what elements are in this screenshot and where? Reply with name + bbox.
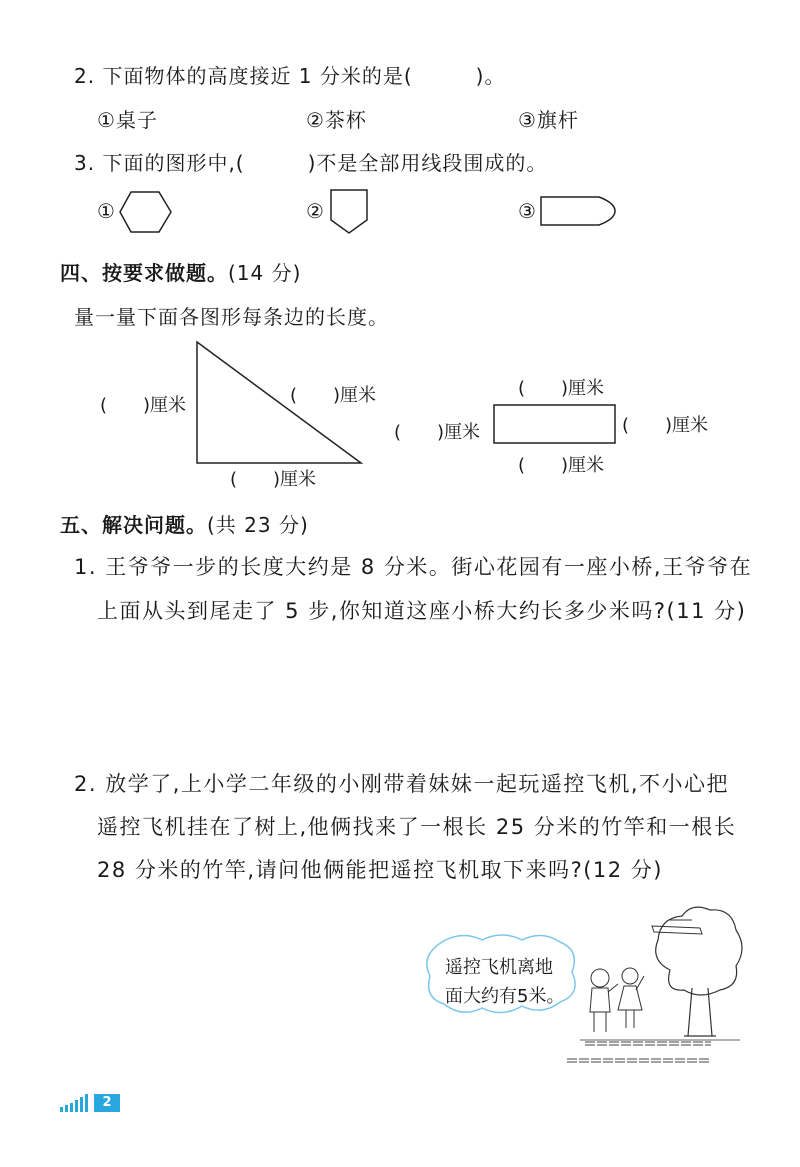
question-3-text: 3. 下面的图形中,( )不是全部用线段围成的。 bbox=[74, 151, 548, 175]
q2-option-2: ②茶杯 bbox=[306, 108, 367, 132]
rectangle-top-side-answer: ( )厘米 bbox=[518, 378, 605, 399]
page-number: 2 bbox=[94, 1094, 120, 1112]
hexagon-shape bbox=[118, 190, 174, 234]
q3-option-3-mark: ③ bbox=[518, 199, 536, 223]
problem-1-line-2: 上面从头到尾走了 5 步,你知道这座小桥大约长多少米吗?(11 分) bbox=[97, 599, 747, 623]
problem-1-line-1: 1. 王爷爷一步的长度大约是 8 分米。街心花园有一座小桥,王爷爷在 bbox=[74, 555, 753, 579]
q2-option-1: ①桌子 bbox=[97, 108, 158, 132]
rectangle-bottom-side-answer: ( )厘米 bbox=[518, 455, 605, 476]
triangle-hypotenuse-answer: ( )厘米 bbox=[290, 385, 377, 406]
q3-option-1-mark: ① bbox=[97, 199, 115, 223]
rectangle-right-side-answer: ( )厘米 bbox=[622, 415, 709, 436]
section-5-heading bbox=[60, 509, 309, 538]
bubble-line-2: 面大约有5米。 bbox=[445, 986, 565, 1007]
section-4-heading bbox=[60, 257, 301, 286]
section-5-points: (共 23 分) bbox=[207, 513, 309, 537]
bamboo-poles bbox=[565, 1038, 715, 1066]
section-4-instruction: 量一量下面各图形每条边的长度。 bbox=[74, 305, 389, 329]
plane-icon bbox=[652, 920, 702, 934]
q3-option-2-mark: ② bbox=[306, 199, 324, 223]
q2-option-3: ③旗杆 bbox=[518, 108, 579, 132]
question-2-text: 2. 下面物体的高度接近 1 分米的是( )。 bbox=[74, 64, 506, 88]
page-bars-icon bbox=[60, 1093, 92, 1113]
problem-2-line-3: 28 分米的竹竿,请问他俩能把遥控飞机取下来吗?(12 分) bbox=[97, 858, 663, 882]
triangle-bottom-side-answer: ( )厘米 bbox=[230, 469, 317, 490]
section-4-points: (14 分) bbox=[228, 261, 302, 285]
triangle-left-side-answer: ( )厘米 bbox=[100, 395, 187, 416]
section-4-title: 四、按要求做题。 bbox=[60, 261, 228, 285]
rectangle-left-side-answer: ( )厘米 bbox=[394, 422, 481, 443]
problem-2-line-1: 2. 放学了,上小学二年级的小刚带着妹妹一起玩遥控飞机,不小心把 bbox=[74, 772, 730, 796]
rectangle-shape bbox=[492, 403, 618, 445]
pentagon-shape bbox=[328, 188, 370, 236]
section-5-title: 五、解决问题。 bbox=[60, 513, 207, 537]
curved-arrow-shape bbox=[539, 195, 619, 229]
girl-figure bbox=[618, 968, 644, 1028]
boy-figure bbox=[590, 969, 618, 1032]
problem-2-line-2: 遥控飞机挂在了树上,他俩找来了一根长 25 分米的竹竿和一根长 bbox=[97, 815, 737, 839]
bubble-line-1: 遥控飞机离地 bbox=[445, 957, 553, 978]
